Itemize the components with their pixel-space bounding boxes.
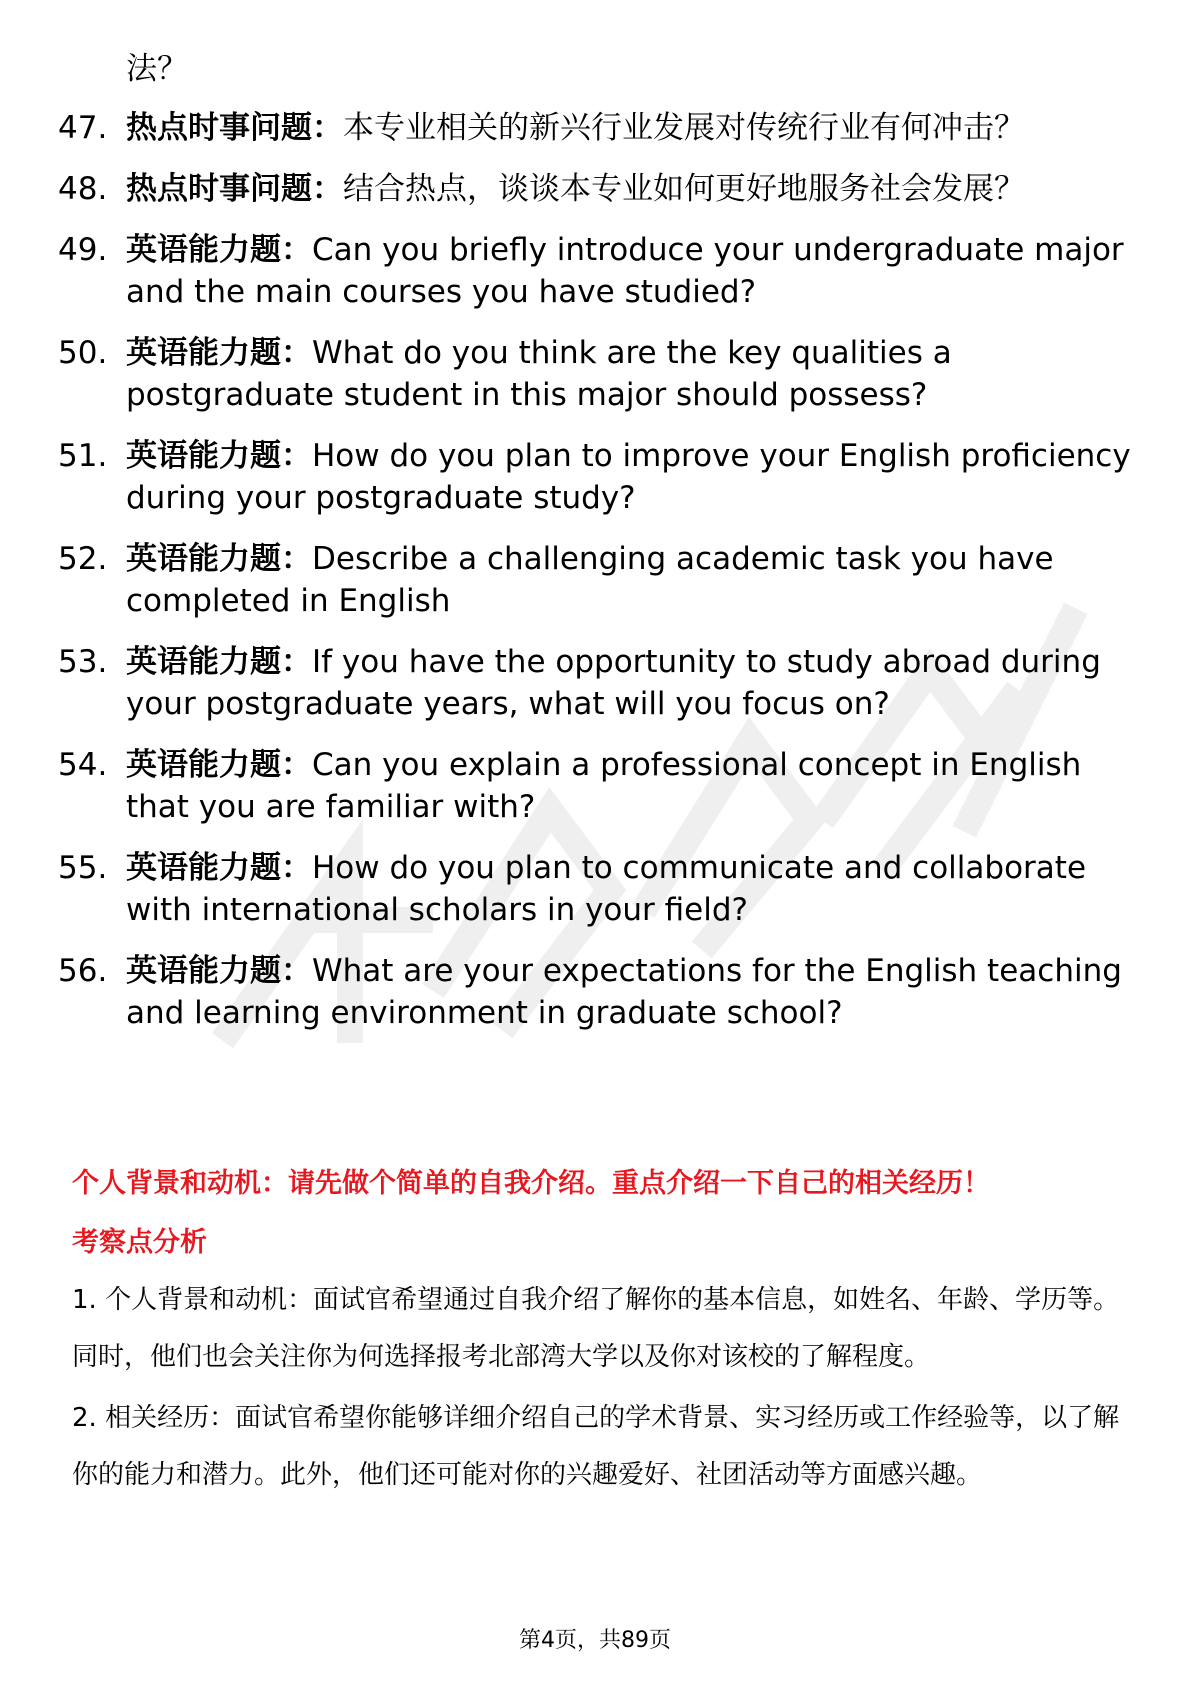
question-category: 英语能力题： — [126, 953, 312, 989]
analysis-heading: 考察点分析 — [72, 1227, 207, 1258]
question-body — [126, 744, 1138, 828]
question-text: What are your expectations for the English teaching and learning environment in graduate school? — [126, 953, 1122, 1031]
question-number: 54. — [58, 747, 108, 783]
question-text: Can you briefly introduce your undergraduate major and the main courses you have studied? — [126, 232, 1124, 310]
question-item — [58, 847, 1138, 931]
question-item — [58, 435, 1138, 519]
question-number: 56. — [58, 953, 108, 989]
question-number: 48. — [58, 171, 108, 207]
question-item — [58, 107, 1138, 149]
question-body — [126, 950, 1138, 1034]
question-list — [58, 107, 1138, 1053]
question-category: 英语能力题： — [126, 232, 312, 268]
question-text: What do you think are the key qualities a postgraduate student in this major should possess? — [126, 335, 952, 413]
question-category: 英语能力题： — [126, 747, 312, 783]
question-item — [58, 229, 1138, 313]
question-body — [126, 641, 1138, 725]
question-category: 英语能力题： — [126, 438, 312, 474]
question-category: 英语能力题： — [126, 644, 312, 680]
question-text: How do you plan to improve your English proficiency during your postgraduate study? — [126, 438, 1131, 516]
question-number: 53. — [58, 644, 108, 680]
question-category: 英语能力题： — [126, 335, 312, 371]
question-number: 49. — [58, 232, 108, 268]
question-item — [58, 744, 1138, 828]
question-body — [126, 107, 1138, 149]
question-text: Describe a challenging academic task you have completed in English — [126, 541, 1054, 619]
question-item — [58, 332, 1138, 416]
question-body — [126, 538, 1138, 622]
question-body — [126, 168, 1138, 210]
question-item — [58, 950, 1138, 1034]
question-number: 50. — [58, 335, 108, 371]
question-number: 55. — [58, 850, 108, 886]
question-body — [126, 229, 1138, 313]
analysis-paragraph: 1. 个人背景和动机：面试官希望通过自我介绍了解你的基本信息，如姓名、年龄、学历等。同时，他们也会关注你为何选择报考北部湾大学以及你对该校的了解程度。 — [72, 1285, 1120, 1372]
analysis-body — [72, 1272, 1122, 1508]
question-category: 热点时事问题： — [126, 110, 343, 146]
question-number: 51. — [58, 438, 108, 474]
question-text: If you have the opportunity to study abroad during your postgraduate years, what will you focus on? — [126, 644, 1101, 722]
question-body — [126, 332, 1138, 416]
question-category: 英语能力题： — [126, 541, 312, 577]
question-text: Can you explain a professional concept in English that you are familiar with? — [126, 747, 1082, 825]
analysis-paragraph: 2. 相关经历：面试官希望你能够详细介绍自己的学术背景、实习经历或工作经验等，以了解你的能力和潜力。此外，他们还可能对你的兴趣爱好、社团活动等方面感兴趣。 — [72, 1403, 1120, 1490]
section-heading: 个人背景和动机：请先做个简单的自我介绍。重点介绍一下自己的相关经历！ — [72, 1168, 990, 1199]
question-item — [58, 168, 1138, 210]
question-body — [126, 435, 1138, 519]
page-footer: 第4页，共89页 — [519, 1628, 671, 1653]
question-text: 本专业相关的新兴行业发展对传统行业有何冲击？ — [343, 110, 1025, 146]
question-text: How do you plan to communicate and collaborate with international scholars in your field? — [126, 850, 1087, 928]
question-number: 47. — [58, 110, 108, 146]
question-item — [58, 538, 1138, 622]
question-category: 热点时事问题： — [126, 171, 343, 207]
question-continuation: 法？ — [126, 51, 188, 87]
question-text: 结合热点，谈谈本专业如何更好地服务社会发展？ — [343, 171, 1025, 207]
question-body — [126, 847, 1138, 931]
question-item — [58, 641, 1138, 725]
question-number: 52. — [58, 541, 108, 577]
question-category: 英语能力题： — [126, 850, 312, 886]
